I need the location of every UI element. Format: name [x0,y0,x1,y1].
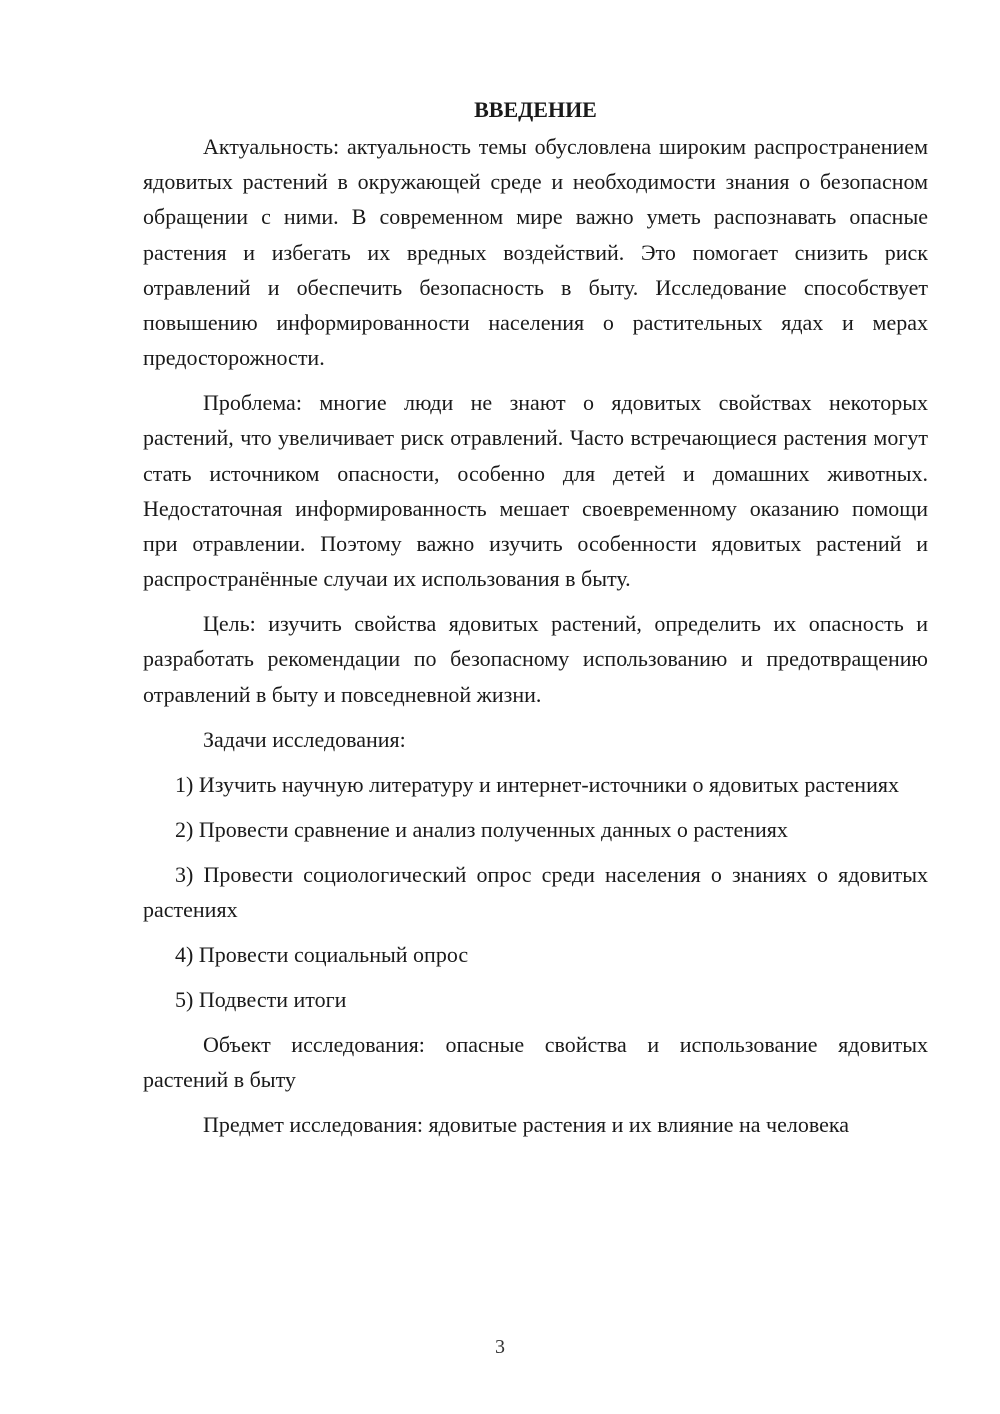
list-item: 1) Изучить научную литературу и интернет-источники о ядовитых растениях [175,771,899,797]
list-item: 5) Подвести итоги [175,986,347,1012]
list-item: 3) Провести социологический опрос среди населения о знаниях о ядовитых растениях [143,861,928,922]
tasks-heading: Задачи исследования: [203,726,406,752]
problem-paragraph: Проблема: многие люди не знают о ядовитых свойствах некоторых растений, что увеличивает риск отравлений. Часто встречающиеся растения могут стать источником опасности, особенно для детей и домашних животных. Недостаточная информированность мешает своевременному оказанию помощи при отравлении. Поэтому важно изучить особенности ядовитых растений и распространённые случаи их использования в быту. [143,390,928,592]
subject-paragraph: Предмет исследования: ядовитые растения и их влияние на человека [203,1112,849,1138]
relevance-paragraph: Актуальность: актуальность темы обусловлена широким распространением ядовитых растений в окружающей среде и необходимости знания о безопасном обращении с ними. В современном мире важно уметь распознавать опасные растения и избегать их вредных воздействий. Это помогает снизить риск отравлений и обеспечить безопасность в быту. Исследование способствует повышению информированности населения о растительных ядах и мерах предосторожности. [143,134,928,371]
document-page [143,95,928,1152]
page-number: 3 [495,1336,505,1358]
list-item: 4) Провести социальный опрос [175,941,469,967]
list-item: 2) Провести сравнение и анализ полученных данных о растениях [175,816,788,842]
object-paragraph: Объект исследования: опасные свойства и использование ядовитых растений в быту [143,1031,928,1093]
goal-paragraph: Цель: изучить свойства ядовитых растений, определить их опасность и разработать рекомендации по безопасному использованию и предотвращению отравлений в быту и повседневной жизни. [143,611,928,707]
document-title: ВВЕДЕНИЕ [474,97,597,122]
tasks-list [143,767,928,1017]
